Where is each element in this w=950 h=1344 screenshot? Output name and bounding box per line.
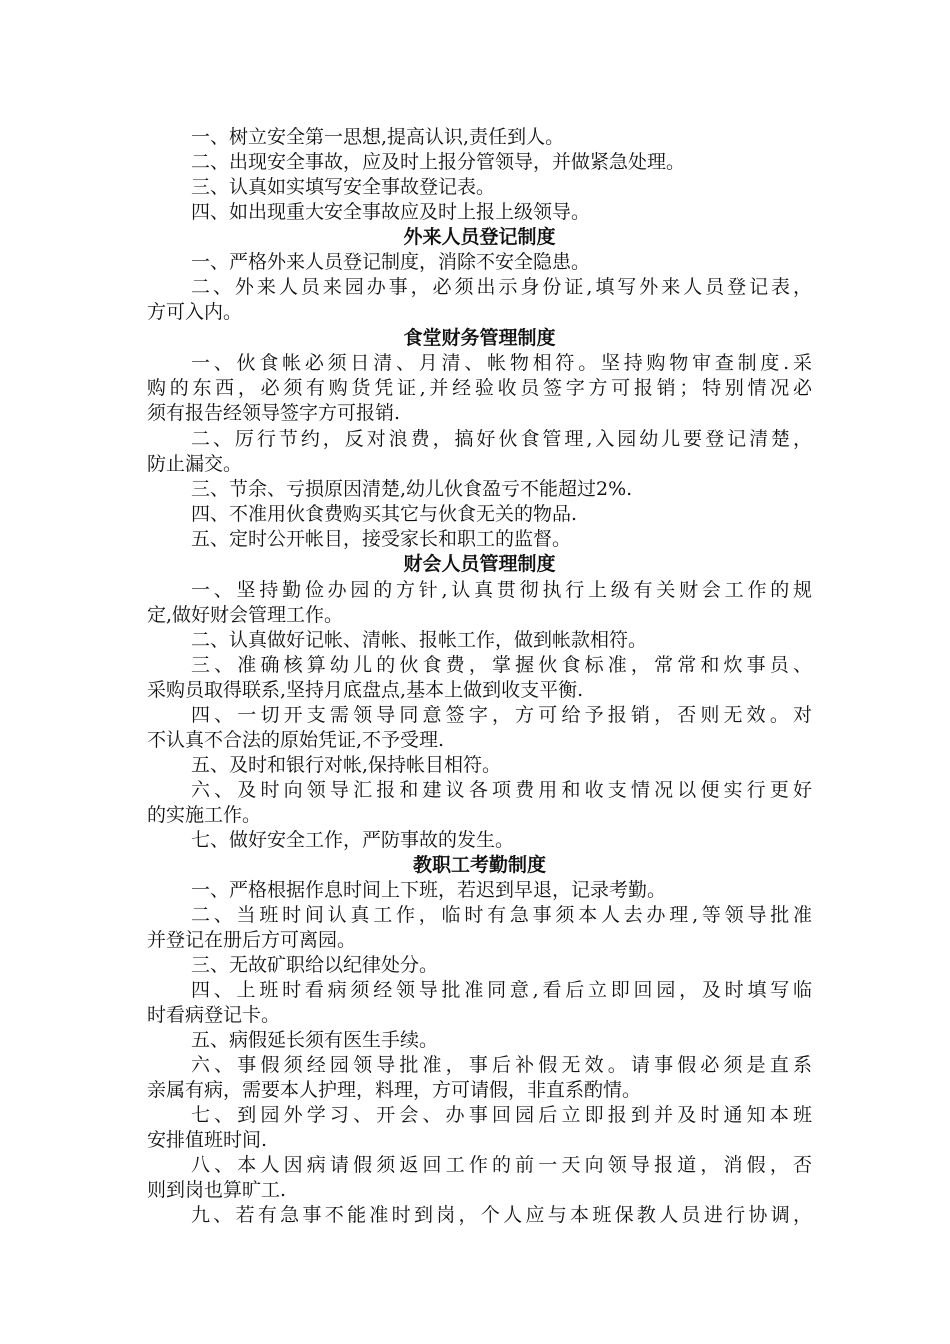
accounting-item-2: 二、认真做好记帐、清帐、报帐工作，做到帐款相符。 xyxy=(191,629,648,651)
canteen-item-2-cont: 防止漏交。 xyxy=(147,453,243,475)
accounting-item-4: 四、一切开支需领导同意签字，方可给予报销，否则无效。对 xyxy=(191,704,812,726)
canteen-item-2: 二、厉行节约，反对浪费，搞好伙食管理,入园幼儿要登记清楚， xyxy=(191,428,812,450)
canteen-item-1: 一、伙食帐必须日清、月清、帐物相符。坚持购物审查制度.采 xyxy=(191,352,812,374)
attendance-item-9: 九、若有急事不能准时到岗，个人应与本班保教人员进行协调， xyxy=(191,1204,812,1226)
canteen-item-3: 三、节余、亏损原因清楚,幼儿伙食盈亏不能超过2%. xyxy=(191,478,633,500)
safety-item-3: 三、认真如实填写安全事故登记表。 xyxy=(191,176,496,198)
section-heading-canteen-finance: 食堂财务管理制度 xyxy=(403,327,556,349)
accounting-item-1: 一、坚持勤俭办园的方针,认真贯彻执行上级有关财会工作的规 xyxy=(191,579,812,601)
accounting-item-6: 六、及时向领导汇报和建议各项费用和收支情况以便实行更好 xyxy=(191,779,812,801)
canteen-item-1-cont: 须有报告经领导签字方可报销. xyxy=(147,402,401,424)
canteen-item-1-cont: 购的东西，必须有购货凭证,并经验收员签字方可报销；特别情况必 xyxy=(147,377,812,399)
accounting-item-7: 七、做好安全工作，严防事故的发生。 xyxy=(191,829,515,851)
visitor-item-2-cont: 方可入内。 xyxy=(147,301,243,323)
visitor-item-2: 二、外来人员来园办事，必须出示身份证,填写外来人员登记表， xyxy=(191,276,812,298)
canteen-item-4: 四、不准用伙食费购买其它与伙食无关的物品. xyxy=(191,503,578,525)
accounting-item-4-cont: 不认真不合法的原始凭证,不予受理. xyxy=(147,729,445,751)
accounting-item-1-cont: 定,做好财会管理工作。 xyxy=(147,604,344,626)
section-heading-visitor-registration: 外来人员登记制度 xyxy=(403,226,556,248)
visitor-item-1: 一、严格外来人员登记制度，消除不安全隐患。 xyxy=(191,251,591,273)
safety-item-2: 二、出现安全事故，应及时上报分管领导，并做紧急处理。 xyxy=(191,151,686,173)
attendance-item-2-cont: 并登记在册后方可离园。 xyxy=(147,929,357,951)
attendance-item-5: 五、病假延长须有医生手续。 xyxy=(191,1029,439,1051)
attendance-item-3: 三、无故矿职给以纪律处分。 xyxy=(191,954,439,976)
attendance-item-4: 四、上班时看病须经领导批准同意,看后立即回园，及时填写临 xyxy=(191,979,812,1001)
accounting-item-3: 三、准确核算幼儿的伙食费，掌握伙食标准，常常和炊事员、 xyxy=(191,654,812,676)
attendance-item-1: 一、严格根据作息时间上下班，若迟到早退，记录考勤。 xyxy=(191,879,667,901)
attendance-item-2: 二、当班时间认真工作，临时有急事须本人去办理,等领导批准 xyxy=(191,904,812,926)
safety-item-1: 一、树立安全第一思想,提高认识,责任到人。 xyxy=(191,126,565,148)
attendance-item-6-cont: 亲属有病，需要本人护理，料理，方可请假，非直系酌情。 xyxy=(147,1079,642,1101)
attendance-item-4-cont: 时看病登记卡。 xyxy=(147,1004,281,1026)
attendance-item-6: 六、事假须经园领导批准，事后补假无效。请事假必须是直系 xyxy=(191,1054,812,1076)
attendance-item-7-cont: 安排值班时间. xyxy=(147,1129,268,1151)
canteen-item-5: 五、定时公开帐目，接受家长和职工的监督。 xyxy=(191,528,572,550)
section-heading-accounting-staff: 财会人员管理制度 xyxy=(403,553,556,575)
accounting-item-5: 五、及时和银行对帐,保持帐目相符。 xyxy=(191,754,502,776)
section-heading-staff-attendance: 教职工考勤制度 xyxy=(412,854,546,876)
safety-item-4: 四、如出现重大安全事故应及时上报上级领导。 xyxy=(191,201,591,223)
attendance-item-8-cont: 则到岗也算旷工. xyxy=(147,1179,287,1201)
accounting-item-6-cont: 的实施工作。 xyxy=(147,804,262,826)
accounting-item-3-cont: 采购员取得联系,坚持月底盘点,基本上做到收支平衡. xyxy=(147,679,584,701)
document-page xyxy=(147,120,812,1330)
attendance-item-8: 八、本人因病请假须返回工作的前一天向领导报道，消假，否 xyxy=(191,1154,812,1176)
attendance-item-7: 七、到园外学习、开会、办事回园后立即报到并及时通知本班 xyxy=(191,1104,812,1126)
